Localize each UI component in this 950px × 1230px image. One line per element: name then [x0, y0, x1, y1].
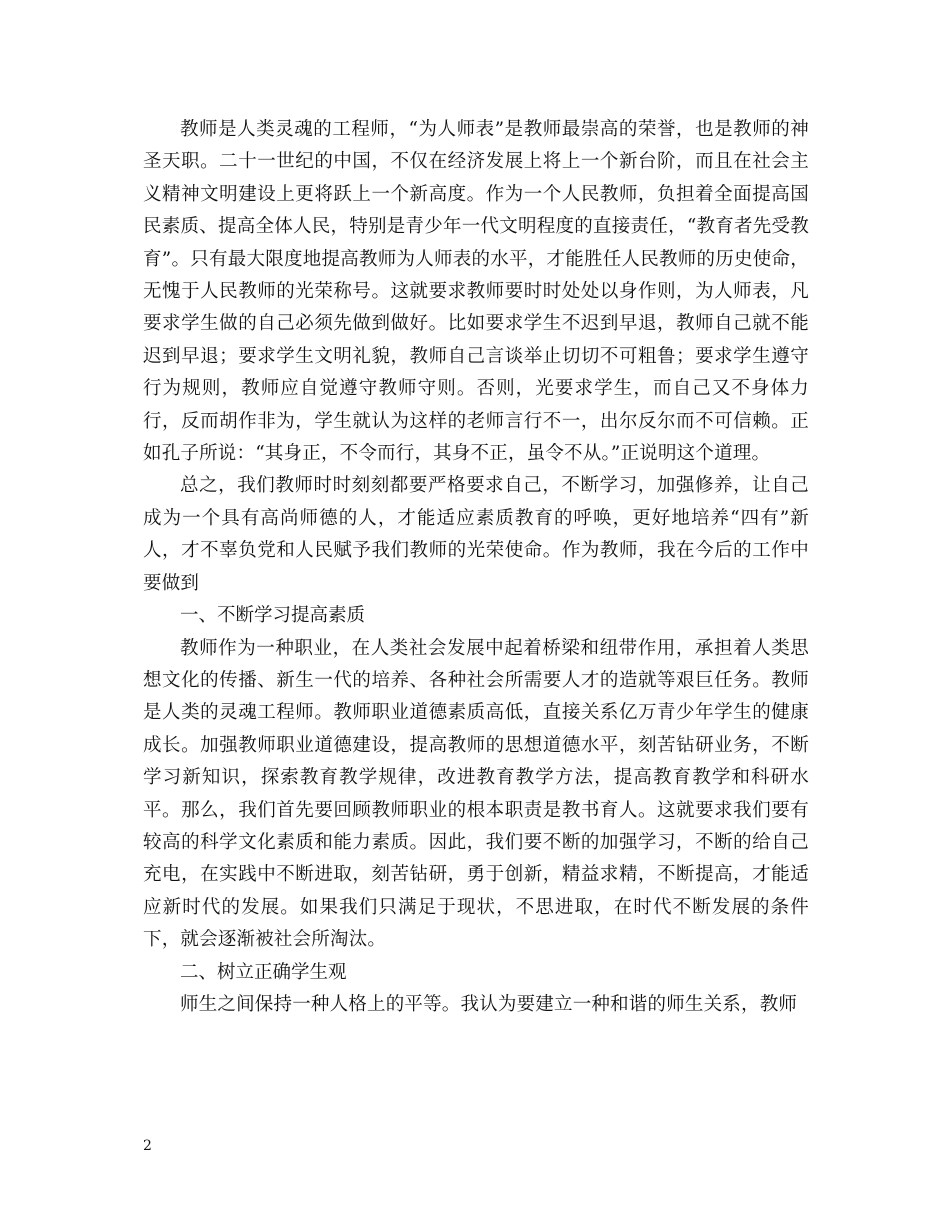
paragraph-continuous-learning: 教师作为一种职业，在人类社会发展中起着桥梁和纽带作用，承担着人类思想文化的传播、新生一代的培养、各种社会所需要人才的造就等艰巨任务。教师是人类的灵魂工程师。教师职业道德素质高低，直接关系亿万青少年学生的健康成长。加强教师职业道德建设，提高教师的思想道德水平，刻苦钻研业务，不断学习新知识，探索教育教学规律，改进教育教学方法，提高教育教学和科研水平。那么，我们首先要回顾教师职业的根本职责是教书育人。这就要求我们要有较高的科学文化素质和能力素质。因此，我们要不断的加强学习，不断的给自己充电，在实践中不断进取，刻苦钻研，勇于创新，精益求精，不断提高，才能适应新时代的发展。如果我们只满足于现状，不思进取，在时代不断发展的条件下，就会逐渐被社会所淘汰。: [143, 637, 809, 951]
paragraph-summary: 总之，我们教师时时刻刻都要严格要求自己，不断学习，加强修养，让自己成为一个具有高尚师德的人，才能适应素质教育的呼唤，更好地培养“四有”新人，才不辜负党和人民赋予我们教师的光荣使命。作为教师，我在今后的工作中要做到: [143, 475, 809, 594]
document-body: [143, 114, 809, 1021]
section-heading-student-view: 二、树立正确学生观: [180, 961, 347, 983]
section-heading-study: 一、不断学习提高素质: [180, 605, 366, 627]
page-number: 2: [143, 1138, 152, 1154]
paragraph-teacher-role: 教师是人类灵魂的工程师，“为人师表”是教师最崇高的荣誉，也是教师的神圣天职。二十一世纪的中国，不仅在经济发展上将上一个新台阶，而且在社会主义精神文明建设上更将跃上一个新高度。作为一个人民教师，负担着全面提高国民素质、提高全体人民，特别是青少年一代文明程度的直接责任，“教育者先受教育”。只有最大限度地提高教师为人师表的水平，才能胜任人民教师的历史使命，无愧于人民教师的光荣称号。这就要求教师要时时处处以身作则，为人师表，凡要求学生做的自己必须先做到做好。比如要求学生不迟到早退，教师自己就不能迟到早退；要求学生文明礼貌，教师自己言谈举止切切不可粗鲁；要求学生遵守行为规则，教师应自觉遵守教师守则。否则，光要求学生，而自己又不身体力行，反而胡作非为，学生就认为这样的老师言行不一，出尔反尔而不可信赖。正如孔子所说：“其身正，不令而行，其身不正，虽令不从。”正说明这个道理。: [143, 119, 809, 465]
paragraph-teacher-student-equality: 师生之间保持一种人格上的平等。我认为要建立一种和谐的师生关系，教师: [180, 993, 798, 1015]
